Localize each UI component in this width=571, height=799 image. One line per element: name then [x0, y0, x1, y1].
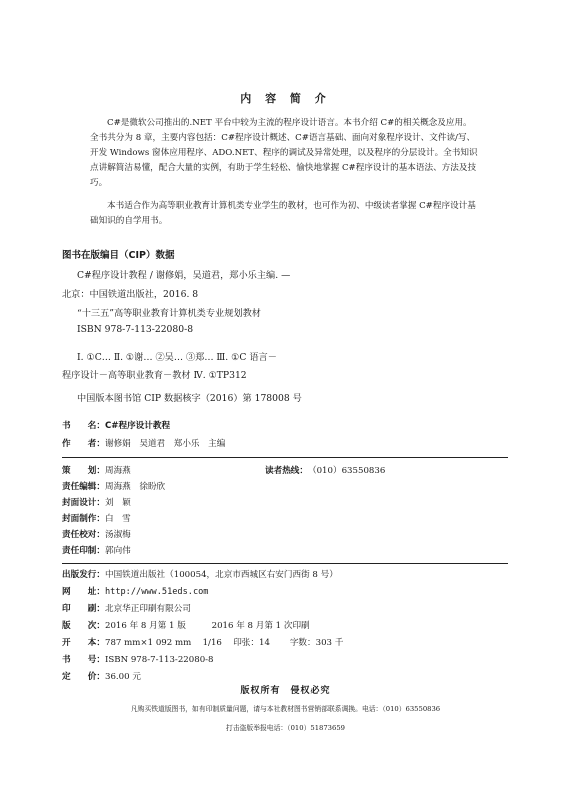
cip-line-1: C#程序设计教程 / 谢修娟，吴道君，郑小乐主编. —	[77, 270, 291, 281]
proof-label: 责任校对：	[62, 530, 105, 540]
proof-value: 汤淑梅	[104, 530, 131, 540]
hotline-label: 读者热线：	[265, 466, 308, 476]
price-value: 36.00 元	[104, 672, 141, 682]
printer-row	[62, 602, 191, 614]
publisher-value: 中国铁道出版社（100054，北京市西城区右安门西街 8 号）	[104, 570, 338, 580]
book-title-row	[62, 419, 170, 431]
cover-design-row	[62, 496, 131, 508]
book-title-value: C#程序设计教程	[104, 421, 171, 431]
website-label: 网 址：	[62, 587, 105, 597]
cip-line-4: ISBN 978-7-113-22080-8	[77, 324, 194, 335]
hotline-value: （010）63550836	[307, 466, 386, 476]
editor-label: 责任编辑：	[62, 482, 105, 492]
edition-row	[62, 619, 310, 631]
print-manager-value: 郭向伟	[104, 546, 131, 556]
proof-row	[62, 528, 131, 540]
print-manager-label: 责任印制：	[62, 546, 105, 556]
price-label: 定 价：	[62, 672, 105, 682]
cover-make-row	[62, 512, 131, 524]
cover-make-value: 白 雪	[104, 514, 131, 524]
editor-row	[62, 480, 165, 492]
cover-make-label: 封面制作：	[62, 514, 105, 524]
quality-notice: 凡购买铁道版图书，如有印制质量问题，请与本社教材图书营销部联系调换。电话：（010）63550836	[130, 705, 441, 713]
cip-heading: 图书在版编目（CIP）数据	[62, 250, 175, 261]
website-row	[62, 585, 208, 597]
website-value: http://www.51eds.com	[104, 587, 209, 597]
publisher-label: 出版发行：	[62, 570, 105, 580]
divider-top	[62, 457, 508, 458]
intro-paragraph-2: 本书适合作为高等职业教育计算机类专业学生的教材，也可作为初、中级读者掌握 C#程序设计基础知识的自学用书。	[90, 201, 476, 226]
planner-value: 周海燕	[104, 466, 131, 476]
cip-data-number: 中国版本图书馆 CIP 数据核字（2016）第 178008 号	[77, 393, 302, 404]
divider-middle	[62, 563, 508, 564]
isbn-value: ISBN 978-7-113-22080-8	[104, 655, 214, 665]
editor-value: 周海燕 徐盼欣	[104, 482, 166, 492]
book-author-row	[62, 437, 225, 449]
format-value: 787 mm×1 092 mm 1/16 印张：14 字数：303 千	[104, 638, 344, 648]
book-author-value: 谢修娟 吴道君 郑小乐 主编	[104, 439, 226, 449]
publisher-row	[62, 568, 338, 580]
copyright-notice: 版权所有 侵权必究	[240, 686, 331, 696]
cip-line-6: 程序设计－高等职业教育－教材 Ⅳ. ①TP312	[62, 370, 247, 381]
isbn-label: 书 号：	[62, 655, 105, 665]
planner-label: 策 划：	[62, 466, 105, 476]
cover-design-label: 封面设计：	[62, 498, 105, 508]
intro-title: 内 容 简 介	[240, 92, 331, 105]
book-title-label: 书 名：	[62, 421, 105, 431]
printer-value: 北京华正印刷有限公司	[104, 604, 191, 614]
cip-line-3: “十三五”高等职业教育计算机类专业规划教材	[77, 308, 261, 319]
edition-label: 版 次：	[62, 621, 105, 631]
planner-row	[62, 464, 131, 476]
edition-value: 2016 年 8 月第 1 版 2016 年 8 月第 1 次印刷	[104, 621, 310, 631]
piracy-hotline: 打击盗版举报电话：（010）51873659	[226, 724, 345, 732]
cip-line-2: 北京：中国铁道出版社，2016. 8	[62, 289, 199, 300]
hotline-row	[265, 464, 385, 476]
book-author-label: 作 者：	[62, 439, 105, 449]
format-row	[62, 636, 343, 648]
format-label: 开 本：	[62, 638, 105, 648]
printer-label: 印 刷：	[62, 604, 105, 614]
cip-line-5: Ⅰ. ①C… Ⅱ. ①谢… ②吴… ③郑… Ⅲ. ①C 语言－	[77, 352, 277, 363]
isbn-row	[62, 653, 214, 665]
intro-paragraph-1: C#是微软公司推出的.NET 平台中较为主流的程序设计语言。本书介绍 C#的相关概念及应用。全书共分为 8 章，主要内容包括：C#程序设计概述、C#语言基础、面向对象程序设计、文件读/写、开发 Windows 窗体应用程序、ADO.NET、程序的调试及异常处理，以及程序的分层设计。全书知识点讲解简洁易懂，配合大量的实例，有助于学生轻松、愉快地掌握 C#程序设计的基本语法、方法及技巧。	[90, 118, 478, 188]
cover-design-value: 刘 颖	[104, 498, 131, 508]
price-row	[62, 670, 141, 682]
print-manager-row	[62, 544, 131, 556]
